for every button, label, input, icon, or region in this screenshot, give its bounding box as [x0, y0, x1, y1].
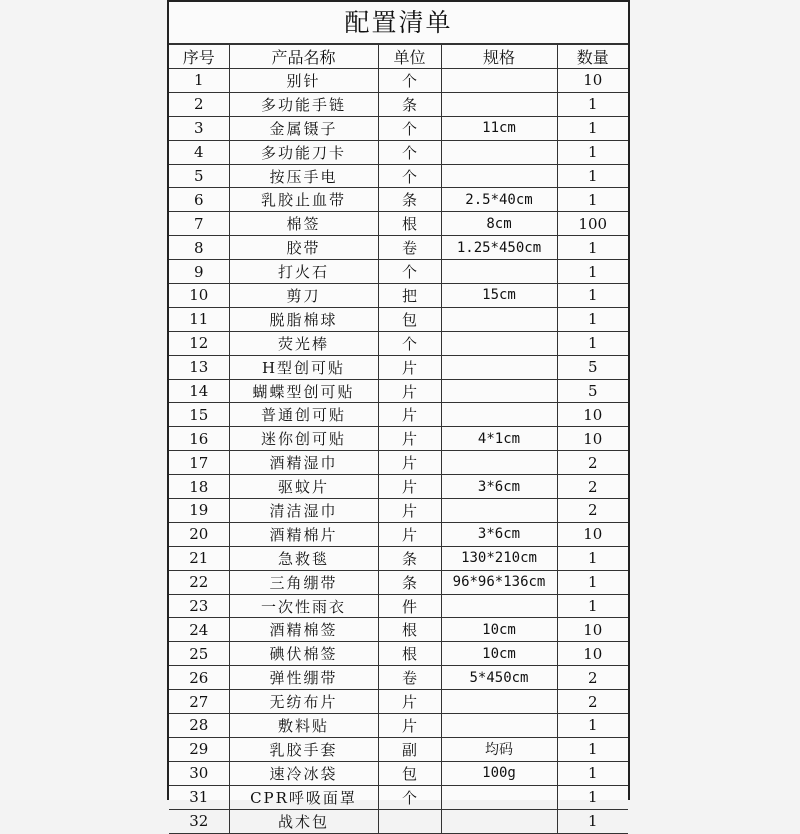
cell-no: 13 — [169, 355, 229, 379]
cell-product-name: 金属镊子 — [229, 116, 378, 140]
cell-spec — [441, 260, 557, 284]
cell-unit: 个 — [378, 260, 441, 284]
cell-no: 1 — [169, 69, 229, 93]
cell-product-name: 战术包 — [229, 809, 378, 833]
cell-spec: 5*450cm — [441, 666, 557, 690]
cell-product-name: 别针 — [229, 69, 378, 93]
cell-no: 21 — [169, 546, 229, 570]
cell-no: 29 — [169, 737, 229, 761]
cell-unit: 片 — [378, 690, 441, 714]
table-row — [169, 116, 628, 140]
cell-product-name: 蝴蝶型创可贴 — [229, 379, 378, 403]
cell-quantity: 2 — [557, 451, 628, 475]
cell-spec: 15cm — [441, 284, 557, 308]
table-row — [169, 307, 628, 331]
cell-no: 11 — [169, 307, 229, 331]
cell-quantity: 5 — [557, 355, 628, 379]
cell-quantity: 2 — [557, 666, 628, 690]
table-body — [169, 69, 628, 834]
cell-unit: 条 — [378, 92, 441, 116]
cell-spec — [441, 379, 557, 403]
cell-spec: 1.25*450cm — [441, 236, 557, 260]
cell-quantity: 10 — [557, 403, 628, 427]
cell-no: 25 — [169, 642, 229, 666]
table-row — [169, 761, 628, 785]
cell-unit: 包 — [378, 761, 441, 785]
config-list-sheet — [167, 0, 630, 831]
table-row — [169, 642, 628, 666]
cell-unit: 个 — [378, 785, 441, 809]
table-row — [169, 164, 628, 188]
cell-product-name: 普通创可贴 — [229, 403, 378, 427]
table-row — [169, 570, 628, 594]
cell-unit: 卷 — [378, 666, 441, 690]
cell-product-name: 棉签 — [229, 212, 378, 236]
cell-quantity: 2 — [557, 475, 628, 499]
table-row — [169, 284, 628, 308]
cell-no: 14 — [169, 379, 229, 403]
cell-quantity: 10 — [557, 618, 628, 642]
cell-unit: 片 — [378, 475, 441, 499]
cell-product-name: 弹性绷带 — [229, 666, 378, 690]
cell-no: 8 — [169, 236, 229, 260]
cell-unit: 片 — [378, 714, 441, 738]
cell-product-name: 按压手电 — [229, 164, 378, 188]
cell-unit: 把 — [378, 284, 441, 308]
cell-quantity: 2 — [557, 690, 628, 714]
table-row — [169, 69, 628, 93]
cell-quantity: 10 — [557, 642, 628, 666]
cell-no: 10 — [169, 284, 229, 308]
cell-unit: 副 — [378, 737, 441, 761]
cell-product-name: 打火石 — [229, 260, 378, 284]
cell-no: 30 — [169, 761, 229, 785]
table-row — [169, 594, 628, 618]
cell-unit: 根 — [378, 642, 441, 666]
cell-quantity: 10 — [557, 522, 628, 546]
cell-spec — [441, 69, 557, 93]
cell-product-name: 敷料贴 — [229, 714, 378, 738]
cell-no: 12 — [169, 331, 229, 355]
cell-spec: 3*6cm — [441, 475, 557, 499]
table-row — [169, 666, 628, 690]
cell-quantity: 1 — [557, 546, 628, 570]
cell-unit: 片 — [378, 427, 441, 451]
cell-spec — [441, 785, 557, 809]
cell-spec — [441, 714, 557, 738]
cell-spec — [441, 140, 557, 164]
cell-no: 17 — [169, 451, 229, 475]
cell-product-name: 脱脂棉球 — [229, 307, 378, 331]
cell-product-name: 碘伏棉签 — [229, 642, 378, 666]
cell-product-name: CPR呼吸面罩 — [229, 785, 378, 809]
cell-quantity: 1 — [557, 116, 628, 140]
table-row — [169, 355, 628, 379]
cell-no: 32 — [169, 809, 229, 833]
cell-spec: 2.5*40cm — [441, 188, 557, 212]
cell-product-name: 酒精棉签 — [229, 618, 378, 642]
cell-quantity: 1 — [557, 164, 628, 188]
table-row — [169, 546, 628, 570]
cell-no: 2 — [169, 92, 229, 116]
config-table — [169, 44, 628, 834]
cell-unit: 根 — [378, 618, 441, 642]
table-row — [169, 236, 628, 260]
cell-unit: 个 — [378, 164, 441, 188]
cell-quantity: 1 — [557, 761, 628, 785]
cell-product-name: 酒精湿巾 — [229, 451, 378, 475]
cell-quantity: 1 — [557, 737, 628, 761]
cell-unit: 片 — [378, 499, 441, 523]
cell-product-name: 多功能手链 — [229, 92, 378, 116]
cell-no: 16 — [169, 427, 229, 451]
cell-spec — [441, 690, 557, 714]
cell-product-name: 急救毯 — [229, 546, 378, 570]
table-row — [169, 499, 628, 523]
table-row — [169, 618, 628, 642]
table-row — [169, 737, 628, 761]
table-row — [169, 403, 628, 427]
cell-quantity: 1 — [557, 785, 628, 809]
cell-no: 7 — [169, 212, 229, 236]
cell-product-name: 驱蚊片 — [229, 475, 378, 499]
cell-product-name: 清洁湿巾 — [229, 499, 378, 523]
cell-spec — [441, 164, 557, 188]
cell-unit: 片 — [378, 355, 441, 379]
cell-unit: 条 — [378, 188, 441, 212]
cell-quantity: 10 — [557, 69, 628, 93]
cell-spec: 11cm — [441, 116, 557, 140]
cell-spec — [441, 355, 557, 379]
table-row — [169, 140, 628, 164]
header-name: 产品名称 — [229, 45, 378, 69]
cell-spec — [441, 809, 557, 833]
cell-unit: 件 — [378, 594, 441, 618]
cell-unit: 个 — [378, 331, 441, 355]
table-row — [169, 475, 628, 499]
header-spec: 规格 — [441, 45, 557, 69]
cell-no: 15 — [169, 403, 229, 427]
document-title: 配置清单 — [169, 2, 628, 44]
cell-no: 27 — [169, 690, 229, 714]
cell-quantity: 100 — [557, 212, 628, 236]
cell-quantity: 1 — [557, 809, 628, 833]
cell-quantity: 1 — [557, 284, 628, 308]
cell-spec: 10cm — [441, 618, 557, 642]
cell-quantity: 1 — [557, 92, 628, 116]
cell-quantity: 2 — [557, 499, 628, 523]
cell-product-name: 胶带 — [229, 236, 378, 260]
cell-spec — [441, 307, 557, 331]
cell-unit: 包 — [378, 307, 441, 331]
cell-quantity: 1 — [557, 570, 628, 594]
cell-quantity: 10 — [557, 427, 628, 451]
cell-quantity: 1 — [557, 331, 628, 355]
cell-product-name: 荧光棒 — [229, 331, 378, 355]
cell-unit: 根 — [378, 212, 441, 236]
table-row — [169, 785, 628, 809]
cell-product-name: 迷你创可贴 — [229, 427, 378, 451]
cell-no: 18 — [169, 475, 229, 499]
cell-spec: 3*6cm — [441, 522, 557, 546]
table-row — [169, 451, 628, 475]
cell-no: 23 — [169, 594, 229, 618]
cell-spec: 4*1cm — [441, 427, 557, 451]
cell-quantity: 1 — [557, 140, 628, 164]
cell-no: 9 — [169, 260, 229, 284]
table-row — [169, 714, 628, 738]
cell-no: 4 — [169, 140, 229, 164]
cell-unit — [378, 809, 441, 833]
cell-unit: 卷 — [378, 236, 441, 260]
table-row — [169, 212, 628, 236]
table-row — [169, 427, 628, 451]
cell-spec — [441, 92, 557, 116]
cell-no: 19 — [169, 499, 229, 523]
cell-no: 24 — [169, 618, 229, 642]
cell-unit: 条 — [378, 546, 441, 570]
cell-quantity: 1 — [557, 307, 628, 331]
cell-unit: 个 — [378, 69, 441, 93]
cell-product-name: H型创可贴 — [229, 355, 378, 379]
cell-no: 20 — [169, 522, 229, 546]
cell-no: 26 — [169, 666, 229, 690]
cell-spec: 均码 — [441, 737, 557, 761]
cell-no: 6 — [169, 188, 229, 212]
cell-spec — [441, 403, 557, 427]
cell-product-name: 无纺布片 — [229, 690, 378, 714]
header-unit: 单位 — [378, 45, 441, 69]
cell-quantity: 1 — [557, 594, 628, 618]
cell-spec — [441, 594, 557, 618]
cell-unit: 个 — [378, 140, 441, 164]
cell-quantity: 1 — [557, 260, 628, 284]
cell-unit: 片 — [378, 403, 441, 427]
cell-spec: 8cm — [441, 212, 557, 236]
cell-spec: 130*210cm — [441, 546, 557, 570]
header-qty: 数量 — [557, 45, 628, 69]
cell-spec — [441, 331, 557, 355]
cell-spec — [441, 499, 557, 523]
cell-product-name: 三角绷带 — [229, 570, 378, 594]
cell-product-name: 乳胶止血带 — [229, 188, 378, 212]
cell-unit: 个 — [378, 116, 441, 140]
header-no: 序号 — [169, 45, 229, 69]
cell-no: 28 — [169, 714, 229, 738]
cell-spec: 100g — [441, 761, 557, 785]
table-row — [169, 522, 628, 546]
cell-unit: 片 — [378, 522, 441, 546]
cell-quantity: 1 — [557, 714, 628, 738]
cell-quantity: 1 — [557, 188, 628, 212]
cell-unit: 片 — [378, 379, 441, 403]
cell-product-name: 一次性雨衣 — [229, 594, 378, 618]
table-row — [169, 379, 628, 403]
table-row — [169, 260, 628, 284]
cell-product-name: 酒精棉片 — [229, 522, 378, 546]
cell-spec: 96*96*136cm — [441, 570, 557, 594]
cell-no: 3 — [169, 116, 229, 140]
cell-spec: 10cm — [441, 642, 557, 666]
table-row — [169, 188, 628, 212]
cell-quantity: 1 — [557, 236, 628, 260]
cell-no: 31 — [169, 785, 229, 809]
cell-quantity: 5 — [557, 379, 628, 403]
cell-unit: 条 — [378, 570, 441, 594]
cell-product-name: 乳胶手套 — [229, 737, 378, 761]
table-row — [169, 690, 628, 714]
cell-spec — [441, 451, 557, 475]
cell-product-name: 速冷冰袋 — [229, 761, 378, 785]
table-row — [169, 809, 628, 833]
table-header-row — [169, 45, 628, 69]
cell-no: 5 — [169, 164, 229, 188]
cell-no: 22 — [169, 570, 229, 594]
cell-product-name: 剪刀 — [229, 284, 378, 308]
cell-product-name: 多功能刀卡 — [229, 140, 378, 164]
table-row — [169, 92, 628, 116]
cell-unit: 片 — [378, 451, 441, 475]
table-row — [169, 331, 628, 355]
